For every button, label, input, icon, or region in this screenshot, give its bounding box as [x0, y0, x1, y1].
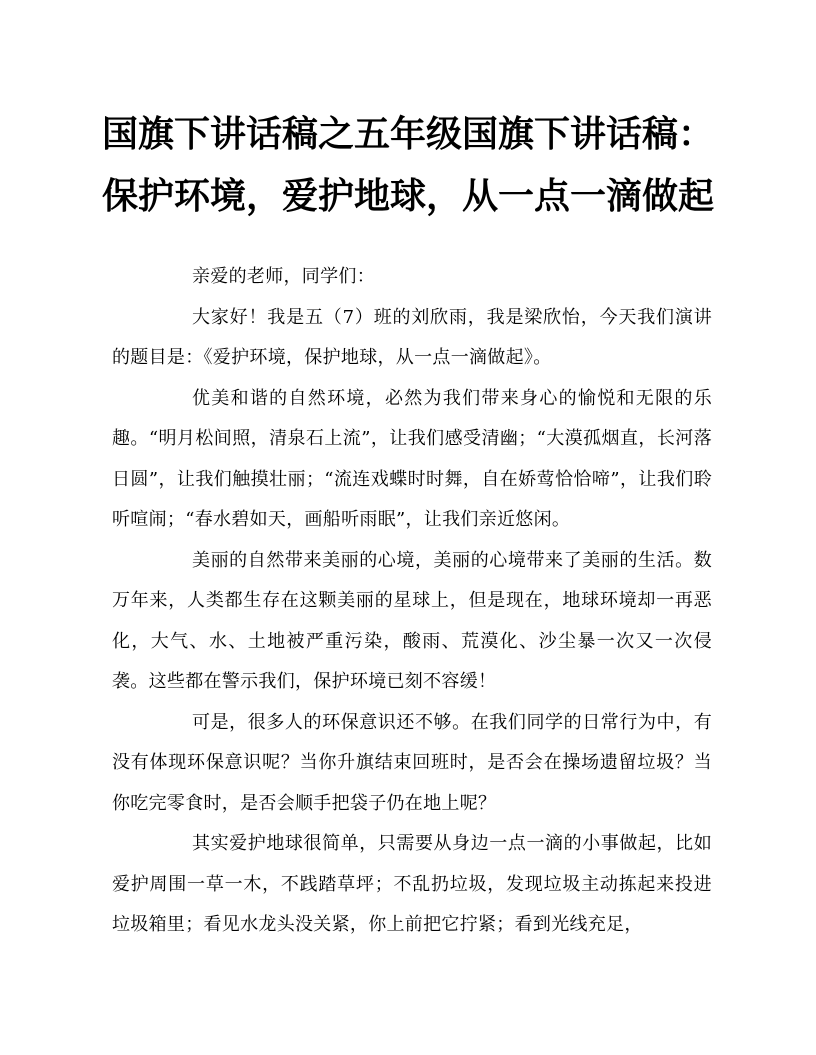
paragraph-environmental-awareness: 可是，很多人的环保意识还不够。在我们同学的日常行为中，有没有体现环保意识呢？当你升旗结束回班时，是否会在操场遗留垃圾？当你吃完零食时，是否会顺手把袋子仍在地上呢？ — [112, 711, 712, 814]
title-line-2: 保护环境，爱护地球，从一点一滴做起 — [101, 175, 714, 217]
paragraph-introduction: 大家好！我是五（7）班的刘欣雨，我是梁欣怡，今天我们演讲的题目是：《爱护环境，保护地球，从一点一滴做起》。 — [112, 306, 712, 368]
paragraph-natural-beauty: 优美和谐的自然环境，必然为我们带来身心的愉悦和无限的乐趣。“明月松间照，清泉石上流”，让我们感受清幽；“大漠孤烟直，长河落日圆”，让我们触摸壮丽；“流连戏蝶时时舞，自在娇莺恰恰啼”，让我们聆听喧闹；“春水碧如天，画船听雨眠”，让我们亲近悠闲。 — [112, 387, 712, 530]
document-title — [100, 103, 716, 227]
document-body — [112, 257, 712, 946]
paragraph-small-actions: 其实爱护地球很简单，只需要从身边一点一滴的小事做起，比如爱护周围一草一木，不践踏草坪；不乱扔垃圾，发现垃圾主动拣起来投进垃圾箱里；看见水龙头没关紧，你上前把它拧紧；看到光线充足， — [112, 833, 712, 935]
paragraph-environment-crisis: 美丽的自然带来美丽的心境，美丽的心境带来了美丽的生活。数万年来，人类都生存在这颗美丽的星球上，但是现在，地球环境却一再恶化，大气、水、土地被严重污染，酸雨、荒漠化、沙尘暴一次又一次侵袭。这些都在警示我们，保护环境已刻不容缓！ — [112, 549, 712, 692]
title-line-1: 国旗下讲话稿之五年级国旗下讲话稿： — [101, 113, 714, 155]
paragraph-greeting: 亲爱的老师，同学们： — [192, 266, 375, 287]
